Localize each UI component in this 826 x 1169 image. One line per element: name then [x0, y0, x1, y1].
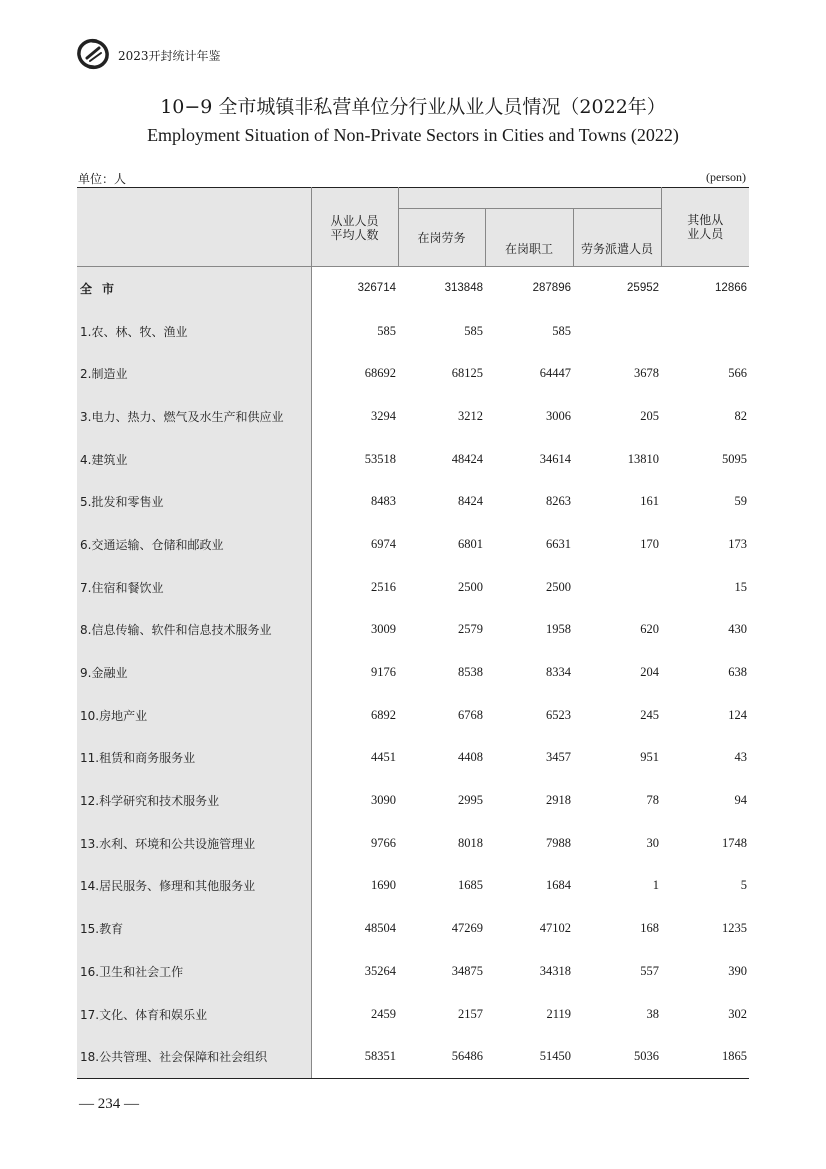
cell-value: 82: [734, 408, 748, 423]
cell-value: 2119: [546, 1006, 571, 1021]
cell-value: 8538: [458, 665, 483, 680]
cell-value: 9766: [371, 835, 396, 850]
table-row: [77, 737, 749, 780]
cell-value: 2579: [458, 622, 483, 637]
cell-value: 5095: [722, 451, 748, 466]
cell-value: 3678: [634, 366, 660, 381]
book-title: 2023开封统计年鉴: [118, 49, 221, 63]
cell-value: 6801: [458, 536, 483, 551]
cell-value: 6631: [546, 536, 571, 551]
unit-label-cn: 单位：人: [78, 172, 127, 186]
cell-value: 1: [652, 878, 660, 893]
cell-value: 34875: [451, 963, 483, 978]
cell-value: 638: [728, 665, 748, 680]
cell-value: 59: [734, 494, 748, 509]
row-label: 1.农、林、牧、渔业: [77, 310, 311, 353]
cell-value: 245: [640, 707, 660, 722]
row-label: 13.水利、环境和公共设施管理业: [77, 822, 311, 865]
yearbook-logo-icon: [76, 38, 110, 70]
cell-value: 6974: [371, 536, 396, 551]
table-row: [77, 694, 749, 737]
table-row: [77, 651, 749, 694]
cell-value: 585: [464, 323, 483, 338]
table-row: [77, 950, 749, 993]
cell-value: 51450: [485, 1035, 573, 1078]
table-row: [77, 609, 749, 652]
cell-value: 3009: [371, 622, 396, 637]
table-row: [77, 267, 749, 310]
cell-value: 585: [552, 323, 571, 338]
cell-value: 47102: [539, 921, 571, 936]
row-label: 11.租赁和商务服务业: [77, 737, 311, 780]
cell-value: 4408: [458, 750, 483, 765]
cell-value: 8334: [546, 665, 571, 680]
cell-value: 48424: [451, 451, 483, 466]
cell-value: 566: [728, 366, 748, 381]
table-row: [77, 566, 749, 609]
cell-value: 25952: [627, 282, 660, 295]
cell-value: 64447: [539, 366, 571, 381]
cell-value: 8424: [458, 494, 483, 509]
cell-value: 313848: [444, 282, 483, 295]
cell-value: [573, 310, 661, 353]
col-header-avg-employees: 从业人员 平均人数: [311, 188, 398, 267]
cell-value: 6523: [546, 707, 571, 722]
cell-value: 35264: [364, 963, 396, 978]
cell-value: 8018: [458, 835, 483, 850]
row-label: 14.居民服务、修理和其他服务业: [77, 865, 311, 908]
cell-value: 43: [734, 750, 748, 765]
cell-value: 3006: [546, 408, 571, 423]
cell-value: 390: [728, 963, 748, 978]
row-label: 16.卫生和社会工作: [77, 950, 311, 993]
cell-value: 3212: [458, 408, 483, 423]
table-body: [77, 267, 749, 1079]
cell-value: 1235: [722, 921, 748, 936]
cell-value: 38: [646, 1006, 660, 1021]
cell-value: 68692: [364, 366, 396, 381]
row-label: 3.电力、热力、燃气及水生产和供应业: [77, 395, 311, 438]
cell-value: 326714: [357, 282, 396, 295]
cell-value: 168: [640, 921, 660, 936]
cell-value: 3090: [371, 793, 396, 808]
table-row: [77, 480, 749, 523]
cell-value: 58351: [311, 1035, 398, 1078]
col-header-on-post-staff: 在岗职工: [485, 209, 573, 267]
table-row: [77, 395, 749, 438]
col-header-on-post: 在岗劳务: [398, 209, 485, 267]
employment-table: [77, 187, 749, 1079]
page-number: — 234 —: [79, 1096, 139, 1112]
cell-value: 1958: [546, 622, 571, 637]
row-label: 9.金融业: [77, 651, 311, 694]
table-title-en: Employment Situation of Non-Private Sectors in Cities and Towns (2022): [147, 125, 679, 145]
stub-header: [77, 188, 311, 267]
cell-value: 3457: [546, 750, 571, 765]
cell-value: 205: [640, 408, 660, 423]
cell-value: 8483: [371, 494, 396, 509]
cell-value: 620: [640, 622, 660, 637]
cell-value: 6768: [458, 707, 483, 722]
table-row: [77, 907, 749, 950]
cell-value: 56486: [398, 1035, 485, 1078]
table-row: [77, 523, 749, 566]
col-header-others: 其他从 业人员: [661, 188, 749, 267]
cell-value: 13810: [627, 451, 660, 466]
cell-value: 557: [640, 963, 660, 978]
cell-value: [661, 310, 749, 353]
col-header-dispatched: 劳务派遣人员: [573, 209, 661, 267]
cell-value: 5036: [573, 1035, 661, 1078]
cell-value: 15: [734, 579, 748, 594]
cell-value: 2157: [458, 1006, 483, 1021]
row-label: 18.公共管理、社会保障和社会组织: [77, 1035, 311, 1078]
row-label: 12.科学研究和技术服务业: [77, 779, 311, 822]
row-label: 2.制造业: [77, 352, 311, 395]
cell-value: 47269: [451, 921, 483, 936]
cell-value: 6892: [371, 707, 396, 722]
cell-value: 30: [646, 835, 660, 850]
cell-value: 173: [728, 536, 748, 551]
cell-value: 1865: [661, 1035, 749, 1078]
cell-value: 1690: [371, 878, 396, 893]
table-row: [77, 438, 749, 481]
cell-value: 2500: [546, 579, 571, 594]
table-row: [77, 352, 749, 395]
running-header: [76, 38, 436, 72]
cell-value: 2918: [546, 793, 571, 808]
cell-value: 78: [646, 793, 660, 808]
cell-value: 124: [728, 707, 748, 722]
cell-value: 4451: [371, 750, 396, 765]
table-row: [77, 865, 749, 908]
cell-value: 1684: [546, 878, 571, 893]
cell-value: 287896: [532, 282, 571, 295]
table-row: [77, 310, 749, 353]
cell-value: 34318: [539, 963, 571, 978]
table-row: [77, 822, 749, 865]
table-row: [77, 1035, 749, 1078]
cell-value: 1685: [458, 878, 483, 893]
cell-value: 12866: [715, 282, 748, 295]
cell-value: 2516: [371, 579, 396, 594]
row-label: 10.房地产业: [77, 694, 311, 737]
cell-value: 204: [640, 665, 660, 680]
cell-value: 2500: [458, 579, 483, 594]
unit-label-en: (person): [706, 170, 746, 184]
cell-value: 585: [377, 323, 396, 338]
cell-value: 94: [734, 793, 748, 808]
row-label: 8.信息传输、软件和信息技术服务业: [77, 609, 311, 652]
cell-value: 68125: [451, 366, 483, 381]
cell-value: 2459: [371, 1006, 396, 1021]
cell-value: 8263: [546, 494, 571, 509]
cell-value: 430: [728, 622, 748, 637]
cell-value: 302: [728, 1006, 748, 1021]
cell-value: 951: [640, 750, 660, 765]
cell-value: 170: [640, 536, 660, 551]
cell-value: 48504: [364, 921, 396, 936]
cell-value: 7988: [546, 835, 571, 850]
cell-value: 53518: [364, 451, 396, 466]
cell-value: 5: [740, 878, 748, 893]
cell-value: 3294: [371, 408, 396, 423]
row-label: 4.建筑业: [77, 438, 311, 481]
cell-value: 1748: [722, 835, 748, 850]
row-label: 17.文化、体育和娱乐业: [77, 993, 311, 1036]
cell-value: [573, 566, 661, 609]
col-header-group-line: [398, 188, 661, 209]
row-label: 5.批发和零售业: [77, 480, 311, 523]
row-label: 6.交通运输、仓储和邮政业: [77, 523, 311, 566]
row-label: 15.教育: [77, 907, 311, 950]
row-label: 7.住宿和餐饮业: [77, 566, 311, 609]
table-title-cn: 10−9 全市城镇非私营单位分行业从业人员情况（2022年）: [160, 96, 666, 118]
row-label: 全市: [77, 267, 311, 310]
cell-value: 2995: [458, 793, 483, 808]
cell-value: 161: [640, 494, 660, 509]
table-row: [77, 993, 749, 1036]
table-row: [77, 779, 749, 822]
cell-value: 9176: [371, 665, 396, 680]
cell-value: 34614: [539, 451, 571, 466]
